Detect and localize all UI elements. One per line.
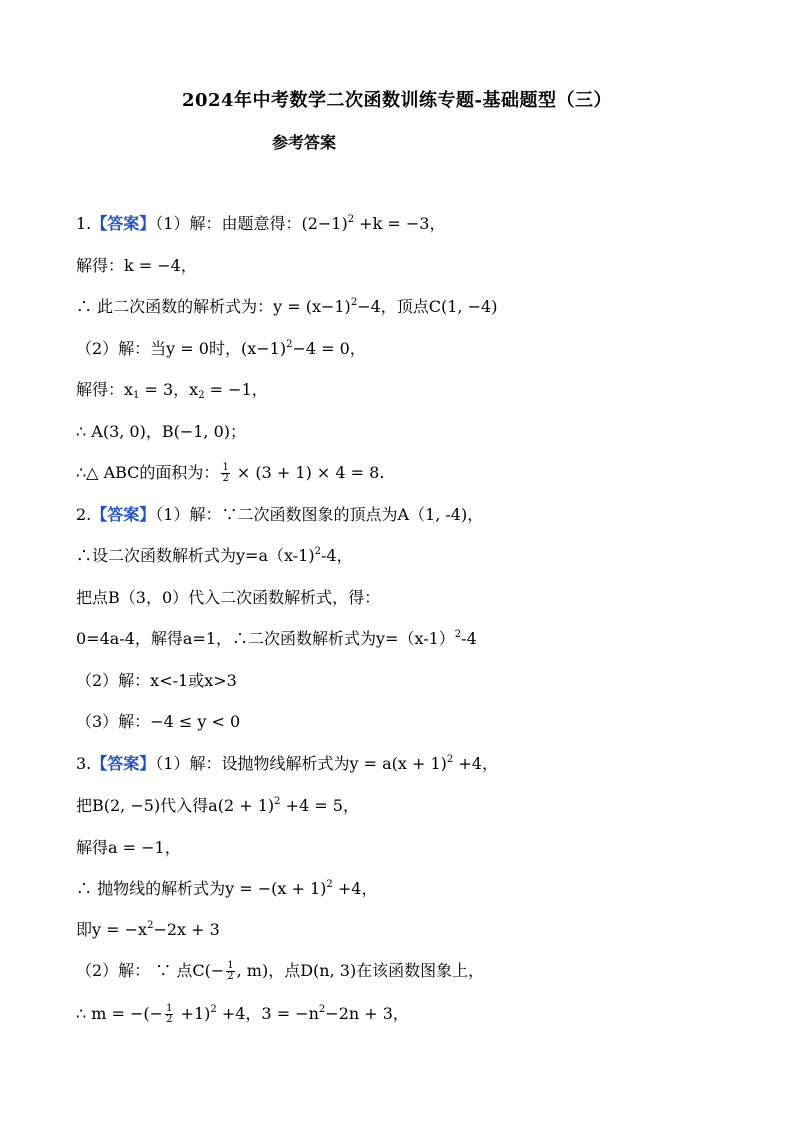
q3-number: 3. [76, 754, 92, 773]
q1-line-5-sub-1: 1 [133, 390, 140, 401]
q3-line-7-text: ∴ m = −(− [76, 1004, 164, 1023]
q3-answer-tag: 【答案】 [91, 754, 156, 773]
q1-line-6: ∴ A(3, 0)，B(−1, 0)； [76, 422, 247, 441]
q1-line-5-sub-2: 2 [198, 390, 205, 401]
fraction-denominator: 2 [166, 1014, 173, 1025]
q2-line-5: （2）解：x<-1或x>3 [76, 671, 237, 690]
q3-line-5-text: 即y = −x [76, 920, 148, 939]
q3-line-4-text-b: +4， [332, 879, 378, 898]
q1-line-3 [76, 297, 497, 317]
q3-line-2-text: 把B(2, −5)代入得a(2 + 1) [76, 796, 275, 815]
page-title: 2024年中考数学二次函数训练专题-基础题型（三） [181, 90, 613, 111]
q3-line-7 [76, 1004, 409, 1025]
q3-line-7-text-b: +1) [175, 1004, 211, 1023]
q2-line-2-sup: 2 [314, 546, 321, 557]
q3-line-1-sup: 2 [446, 754, 454, 765]
fraction-half [165, 1004, 173, 1025]
q2-line-1 [76, 505, 483, 525]
q3-line-1 [76, 754, 498, 774]
fraction-denominator: 2 [222, 473, 229, 484]
q3-line-7-text-c: +4，3 = −n [216, 1004, 319, 1023]
q2-number: 2. [76, 505, 92, 524]
q3-line-2 [76, 796, 359, 816]
q2-line-3: 把点B（3，0）代入二次函数解析式，得： [76, 588, 381, 607]
q2-answer-tag: 【答案】 [91, 505, 156, 524]
q3-line-3: 解得a = −1， [76, 838, 181, 857]
q3-line-4 [76, 879, 377, 899]
q2-line-4-sup: 2 [454, 629, 462, 640]
q1-line-1-text-b: +k = −3， [354, 214, 446, 233]
fraction-half [226, 961, 234, 982]
q3-line-2-sup: 2 [274, 796, 281, 807]
q3-line-7-sup: 2 [210, 1004, 217, 1015]
q1-line-4-text: （2）解：当y = 0时，(x−1) [76, 339, 287, 358]
q1-line-3-text-b: −4，顶点C(1, −4) [357, 297, 498, 316]
q1-line-2: 解得：k = −4， [76, 256, 197, 275]
q1-line-7-text-b: × (3 + 1) × 4 = 8. [231, 463, 385, 482]
fraction-denominator: 2 [227, 971, 234, 982]
fraction-numerator: 1 [222, 462, 229, 473]
q3-line-5 [76, 920, 220, 940]
q1-line-4-sup: 2 [286, 339, 293, 350]
q1-line-1-sup: 2 [347, 214, 355, 225]
q1-line-5 [76, 380, 268, 400]
q2-line-2-text-b: -4， [320, 546, 353, 565]
q2-line-2 [76, 546, 353, 566]
q3-line-2-text-b: +4 = 5， [280, 796, 359, 815]
q3-line-7-text-d: −2n + 3， [325, 1004, 409, 1023]
q2-line-4-text: 0=4a-4，解得a=1，∴二次函数解析式为y=（x-1） [76, 629, 455, 648]
q1-line-1 [76, 214, 445, 234]
q3-line-5-sup: 2 [147, 920, 154, 931]
q1-line-5-text-b: = 3，x [139, 380, 199, 399]
q1-line-3-sup: 2 [350, 297, 358, 308]
q1-line-1-text: （1）解：由题意得：(2−1) [155, 214, 348, 233]
q1-line-7-text: ∴△ ABC的面积为： [76, 463, 220, 482]
page-subtitle: 参考答案 [272, 133, 337, 152]
q3-line-6-text-b: , m)，点D(n, 3)在该函数图象上， [236, 961, 485, 980]
q3-line-7-sup-2: 2 [318, 1004, 326, 1015]
q1-line-4 [76, 339, 366, 359]
q3-line-1-text-b: +4， [453, 754, 498, 773]
q3-line-6 [76, 961, 484, 982]
fraction-half [221, 463, 229, 484]
q3-line-1-text: （1）解：设抛物线解析式为y = a(x + 1) [155, 754, 447, 773]
q2-line-4-text-b: -4 [461, 629, 477, 648]
q1-line-4-text-b: −4 = 0， [292, 339, 366, 358]
q2-line-2-text: ∴设二次函数解析式为y=a（x-1) [76, 546, 315, 565]
q2-line-6: （3）解：−4 ≤ y < 0 [76, 712, 241, 731]
q3-line-4-sup: 2 [326, 879, 333, 890]
q1-line-5-text-c: = −1， [204, 380, 268, 399]
q2-line-1-text: （1）解：∵二次函数图象的顶点为A（1, -4)， [155, 505, 484, 524]
q1-line-7 [76, 463, 384, 484]
q1-line-5-text: 解得：x [76, 380, 134, 399]
q2-line-4 [76, 629, 477, 649]
q3-line-6-text: （2）解： ∵ 点C(− [76, 961, 225, 980]
q1-answer-tag: 【答案】 [91, 214, 156, 233]
fraction-numerator: 1 [166, 1003, 173, 1014]
q1-line-3-text: ∴ 此二次函数的解析式为：y = (x−1) [76, 297, 351, 316]
q3-line-5-text-b: −2x + 3 [153, 920, 220, 939]
q1-number: 1. [76, 214, 92, 233]
fraction-numerator: 1 [227, 960, 234, 971]
q3-line-4-text: ∴ 抛物线的解析式为y = −(x + 1) [76, 879, 327, 898]
